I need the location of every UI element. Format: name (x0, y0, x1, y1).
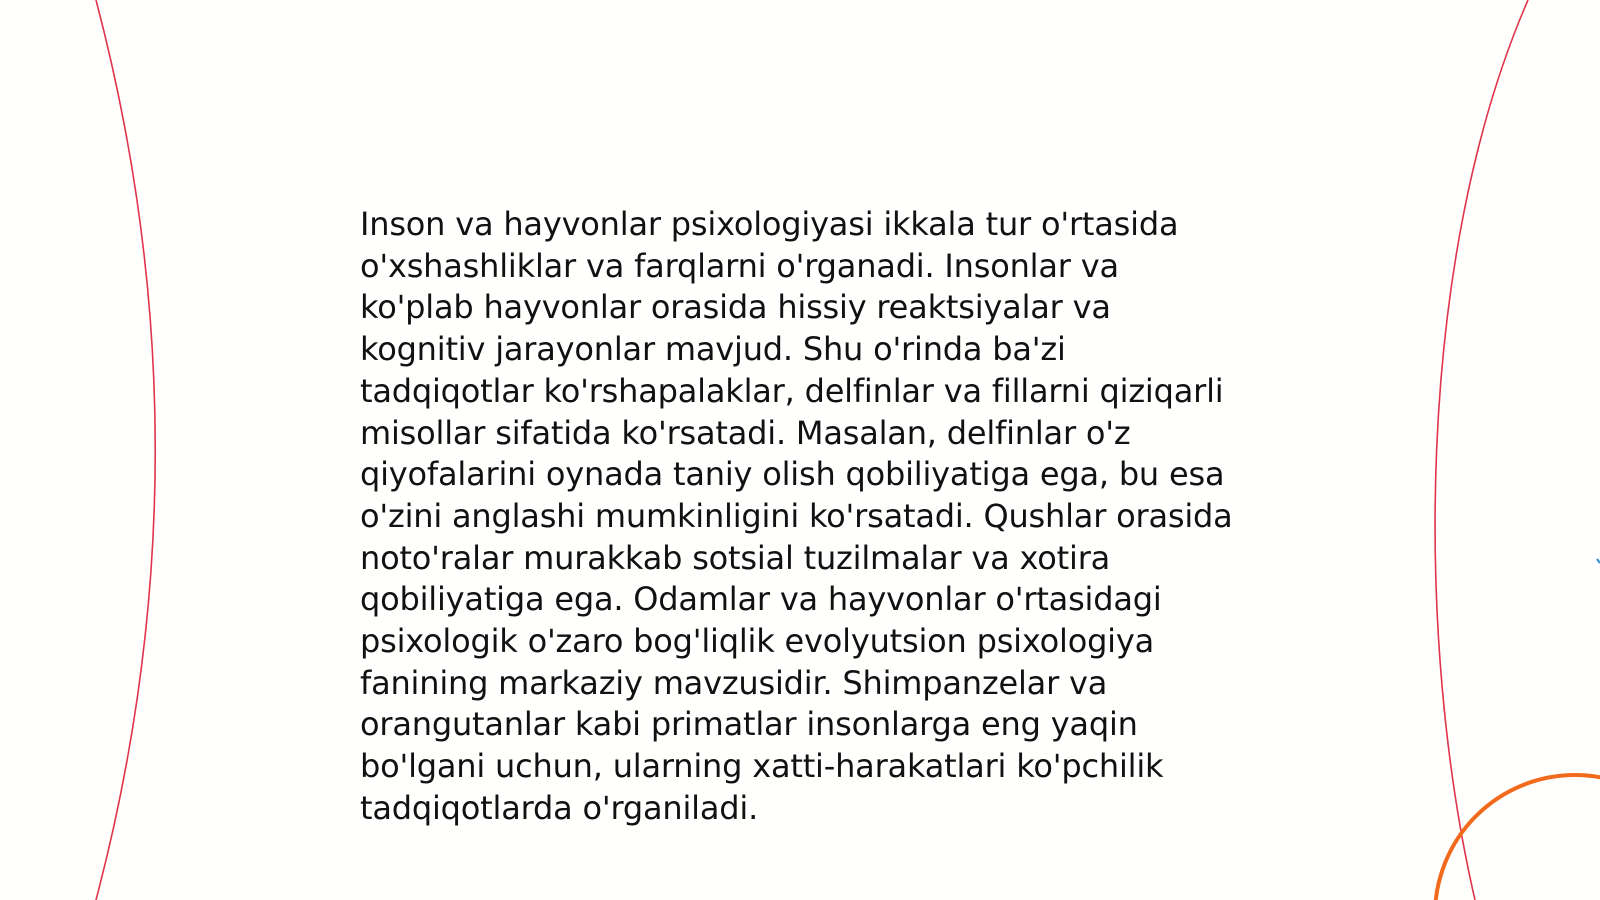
right-arc (1435, 0, 1528, 900)
body-paragraph: Inson va hayvonlar psixologiyasi ikkala tur o'rtasida o'xshashliklar va farqlarni o'rganadi. Insonlar va ko'plab hayvonlar orasida hissiy reaktsiyalar va kognitiv jarayonlar mavjud. Shu o'rinda ba'zi tadqiqotlar ko'rshapalaklar, delfinlar va fillarni qiziqarli misollar sifatida ko'rsatadi. Masalan, delfinlar o'z qiyofalarini oynada taniy olish qobiliyatiga ega, bu esa o'zini anglashi mumkinligini ko'rsatadi. Qushlar orasida noto'ralar murakkab sotsial tuzilmalar va xotira qobiliyatiga ega. Odamlar va hayvonlar o'rtasidagi psixologik o'zaro bog'liqlik evolyutsion psixologiya fanining markaziy mavzusidir. Shimpanzelar va orangutanlar kabi primatlar insonlarga eng yaqin bo'lgani uchun, ularning xatti-harakatlari ko'pchilik tadqiqotlarda o'rganiladi. (360, 205, 1233, 827)
left-arc (96, 0, 155, 900)
orange-circle (1435, 775, 1600, 900)
